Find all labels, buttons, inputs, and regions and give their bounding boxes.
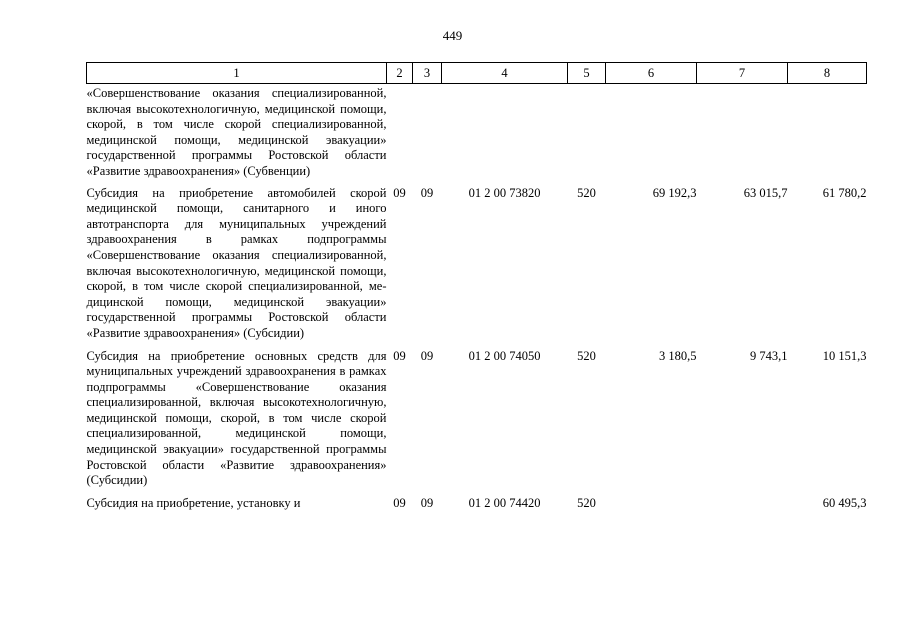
row-amount-col7: 63 015,7: [743, 185, 788, 200]
row-expense-type: 520: [577, 348, 596, 363]
row-subsection-code: 09: [420, 348, 434, 363]
row-section-code: [387, 84, 413, 186]
row-subsection-code: 09: [420, 495, 434, 510]
table-row: [87, 349, 867, 496]
row-description: Субсидия на приобретение, установку и: [86, 495, 301, 510]
row-description: Субсидия на приобретение автомобилей скорой медицинской помощи, санитарного и иного автотранспорта для муниципальных учреждений здравоохранения в рамках подпрограммы «Совершенствование оказания специализированной, включая высокотехнологичную, медицинской помощи, скорой, в том числе скорой специализированной, медицинской помощи, медицинской эвакуации» государственной программы Ростовской области «Развитие здравоохранения» (Субсидии): [86, 185, 387, 340]
column-header-7: 7: [697, 63, 788, 84]
column-header-6: 6: [606, 63, 697, 84]
column-header-3: 3: [413, 63, 442, 84]
row-description: «Совершенствование оказания специализированной, включая высокотехнологичную, медицинской помощи, скорой, в том числе скорой специализированной, медицинской помощи, медицинской эвакуации» государственной программы Ростовской области «Развитие здравоохранения» (Субвенции): [86, 86, 387, 178]
row-target-article: [442, 84, 568, 186]
row-target-article: 01 2 00 74420: [468, 495, 541, 510]
column-header-5: 5: [568, 63, 606, 84]
column-header-2: 2: [387, 63, 413, 84]
row-target-article: 01 2 00 74050: [468, 348, 541, 363]
table-row: [87, 186, 867, 349]
column-header-4: 4: [442, 63, 568, 84]
row-description: Субсидия на приобретение основных средств для муниципальных учреждений здравоохранения в рамках подпрограммы «Совершенствование оказания специализированной, включая высокотехнологичную, медицинской помощи, скорой, в том числе скорой специализированной, медицинской помощи, медицинской эвакуации» государственной программы Ростовской области «Развитие здравоохранения» (Субсидии): [86, 348, 387, 488]
row-amount-col6: 3 180,5: [659, 348, 697, 363]
row-section-code: 09: [393, 495, 406, 510]
row-target-article: 01 2 00 73820: [468, 185, 541, 200]
row-amount-col8: 60 495,3: [822, 495, 867, 510]
row-section-code: 09: [393, 185, 406, 200]
page-number: 449: [442, 28, 463, 43]
column-header-8: 8: [788, 63, 867, 84]
table-row: [87, 84, 867, 186]
row-amount-col7: [697, 84, 788, 186]
column-header-1: 1: [87, 63, 387, 84]
row-section-code: 09: [393, 348, 406, 363]
row-amount-col8: 10 151,3: [822, 348, 867, 363]
budget-table: [86, 62, 867, 518]
table-row: [87, 496, 867, 519]
row-amount-col7: 9 743,1: [750, 348, 788, 363]
column-number-header-row: [87, 63, 867, 84]
row-subsection-code: [413, 84, 442, 186]
row-amount-col8: [788, 84, 867, 186]
row-expense-type: 520: [577, 185, 596, 200]
row-amount-col6: [606, 496, 697, 519]
row-subsection-code: 09: [420, 185, 434, 200]
row-amount-col8: 61 780,2: [822, 185, 867, 200]
row-amount-col6: [606, 84, 697, 186]
row-expense-type: 520: [577, 495, 596, 510]
row-expense-type: [568, 84, 606, 186]
row-amount-col7: [697, 496, 788, 519]
row-amount-col6: 69 192,3: [652, 185, 697, 200]
